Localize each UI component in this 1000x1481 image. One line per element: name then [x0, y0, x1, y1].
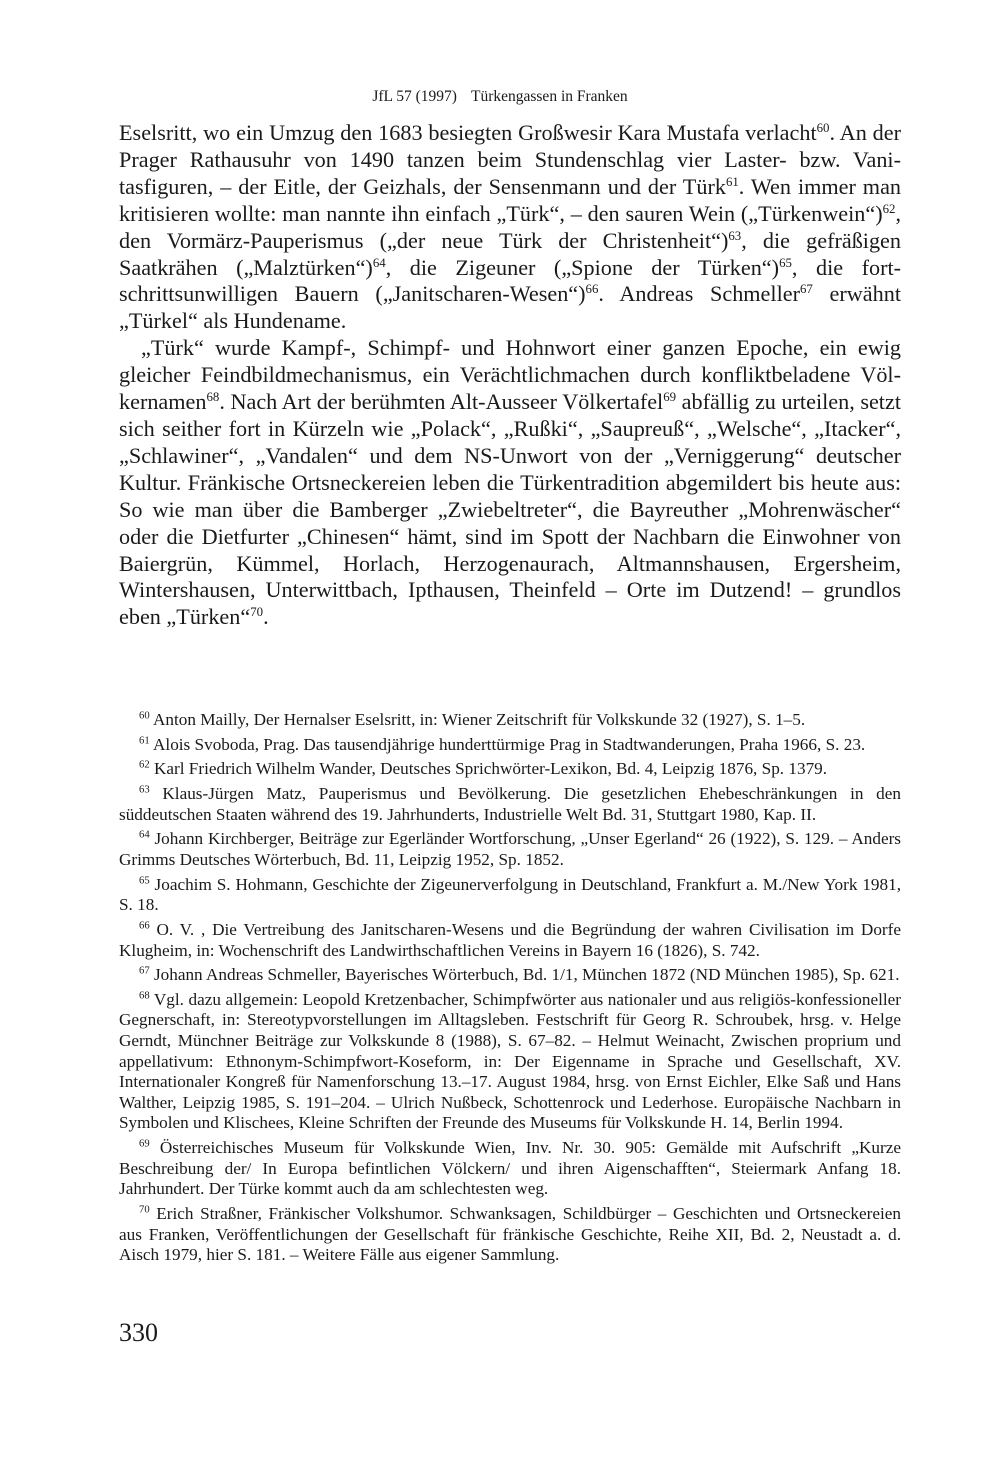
footnote-text: O. V. , Die Vertreibung des Janitscharen-Wesens und die Begründung der wahren Civilisation im Dorfe Klugheim, in: Wochenschrift des Landwirthschaftlichen Vereins in Bayern 16 (1826), S. 742.: [119, 919, 901, 960]
footnote-marker: 68: [206, 390, 220, 405]
footnote-number: 60: [139, 710, 150, 722]
footnote-marker: 70: [250, 605, 264, 620]
footnote-number: 66: [139, 920, 150, 932]
footnote-number: 69: [139, 1138, 150, 1150]
footnote-marker: 63: [728, 228, 742, 243]
footnote: [119, 965, 901, 986]
footnote-number: 61: [139, 735, 150, 747]
footnote-marker: 69: [663, 390, 677, 405]
text-run: , die Zigeuner („Spione der Türken“): [385, 254, 780, 280]
text-run: . Wen immer man kritisieren wollte: man nannte ihn einfach „Türk“, – den sauren Wein („Türkenwein“): [119, 173, 902, 226]
footnote-marker: 65: [779, 255, 792, 270]
footnote-text: Karl Friedrich Wilhelm Wander, Deutsches Sprichwörter-Lexikon, Bd. 4, Leipzig 1876, Sp. 1379.: [149, 759, 828, 779]
footnote-number: 65: [139, 875, 150, 887]
footnote-number: 62: [139, 759, 150, 771]
footnote-text: Alois Svoboda, Prag. Das tausendjährige hunderttürmige Prag in Stadtwanderungen, Praha 1966, S. 23.: [149, 734, 866, 754]
footnote-marker: 67: [799, 282, 813, 297]
footnote-marker: 66: [585, 282, 599, 297]
text-run: abfällig zu urteilen, setzt sich seither fort in Kürzeln wie „Polack“, „Rußki“, „Saupreuß“, „Welsche“, „Itacker“, „Schlawiner“, „Vandalen“ und dem NS-Unwort von der „Verniggerung“ deutscher Kultur. Fränkische Ortsneckereien leben die Türkentradition abgemildert bis heute aus: So wie man über die Bamberger „Zwiebeltreter“, die Bayreuther „Mohrenwäscher“ oder die Dietfurter „Chinesen“ hämt, sind im Spott der Nachbarn die Einwohner von Baiergrün, Kümmel, Horlach, Herzogenaurach, Altmannshausen, Ergersheim, Wintershausen, Unterwittbach, Ipthausen, Theinfeld – Orte im Dutzend! – grundlos eben „Türken“: [119, 389, 901, 630]
footnote-marker: 62: [882, 201, 896, 216]
footnote-text: Erich Straßner, Fränkischer Volkshumor. Schwanksagen, Schildbürger – Geschichten und Ortsneckereien aus Franken, Veröffentlichungen der Gesellschaft für fränkische Geschichte, Reihe XII, Bd. 2, Neustadt a. d. Aisch 1979, hier S. 181. – Weitere Fälle aus eigener Sammlung.: [119, 1204, 901, 1265]
text-run: . Nach Art der berühmten Alt-Ausseer Völkertafel: [219, 389, 664, 415]
footnote-number: 64: [139, 829, 150, 841]
page-number: 330: [119, 1318, 158, 1347]
footnote-text: Joachim S. Hohmann, Geschichte der Zigeunerverfolgung in Deutschland, Frankfurt a. M./New York 1981, S. 18.: [119, 874, 901, 915]
text-run: , die fortschrittsunwilligen Bauern („Janitscharen-Wesen“): [119, 254, 902, 307]
footnote: [119, 829, 901, 870]
footnote-text: Österreichisches Museum für Volkskunde Wien, Inv. Nr. 30. 905: Gemälde mit Aufschrift „Kurze Beschreibung der/ In Europa befintlichen Völckern/ und ihren Aigenschafften“, Steiermark Anfang 18. Jahrhundert. Der Türke kommt auch da am schlechtesten weg.: [119, 1138, 901, 1199]
text-run: erwähnt „Türkel“ als Hundename.: [119, 281, 901, 334]
journal-citation: JfL 57 (1997): [372, 88, 457, 105]
footnote-marker: 60: [816, 121, 830, 136]
footnote-number: 70: [139, 1204, 150, 1216]
body-text: [119, 120, 901, 631]
footnote: [119, 990, 901, 1134]
footnote-text: Vgl. dazu allgemein: Leopold Kretzenbacher, Schimpfwörter aus nationaler und aus religiös-konfessioneller Gegnerschaft, in: Stereotypvorstellungen im Alltagsleben. Festschrift für Georg R. Schroubek, hrsg. v. Helge Gerndt, Münchner Beiträge zur Volkskunde 8 (1988), S. 67–82. – Helmut Weinacht, Zwischen proprium und appellativum: Ethnonym-Schimpfwort-Koseform, in: Der Eigenname in Sprache und Gesellschaft, XV. Internationaler Kongreß für Namenforschung 13.–17. August 1984, hrsg. von Ernst Eichler, Elke Saß und Hans Walther, Leipzig 1985, S. 191–204. – Ulrich Nußbeck, Schottenrock und Lederhose. Europäische Nachbarn in Symbolen und Klischees, Kleine Schriften der Freunde des Museums für Volkskunde H. 14, Berlin 1994.: [119, 989, 901, 1133]
footnote-number: 67: [139, 965, 150, 977]
text-run: . An der Prager Rathausuhr von 1490 tanzen beim Stundenschlag vier Laster- bzw. Vanitasfiguren, – der Eitle, der Geizhals, der Sensenmann und der Türk: [119, 120, 901, 199]
footnote: [119, 1138, 901, 1200]
text-run: , den Vormärz-Pauperismus („der neue Türk der Christenheit“): [119, 200, 901, 253]
text-run: , die gefräßigen Saatkrähen („Malztürken“): [119, 227, 902, 280]
footnote-text: Johann Andreas Schmeller, Bayerisches Wörterbuch, Bd. 1/1, München 1872 (ND München 1985), Sp. 621.: [149, 965, 900, 985]
text-run: .: [263, 604, 269, 630]
footnote-number: 63: [139, 784, 150, 796]
footnote-text: Klaus-Jürgen Matz, Pauperismus und Bevölkerung. Die gesetzlichen Ehebeschränkungen in den süddeutschen Staaten während des 19. Jahrhunderts, Industrielle Welt Bd. 31, Stuttgart 1980, Kap. II.: [119, 784, 901, 824]
footnote-text: Anton Mailly, Der Hernalser Eselsritt, in: Wiener Zeitschrift für Volkskunde 32 (1927), S. 1–5.: [149, 710, 806, 729]
text-run: „Türk“ wurde Kampf-, Schimpf- und Hohnwort einer ganzen Epoche, ein ewig gleicher Feindbildmechanismus, ein Verächtlichmachen durch konfliktbeladene Völkernamen: [119, 335, 901, 415]
footnote-marker: 64: [372, 255, 386, 270]
footnote-marker: 61: [725, 174, 739, 189]
running-header: [0, 88, 1000, 106]
footnote: [119, 920, 901, 961]
footnote: [119, 784, 901, 825]
article-title: Türkengassen in Franken: [470, 88, 628, 105]
footnote: [119, 875, 901, 916]
footnote: [119, 1204, 901, 1266]
footnote: [119, 710, 901, 731]
footnotes: [119, 710, 901, 1270]
footnote-number: 68: [139, 990, 150, 1002]
paragraph: [119, 335, 901, 631]
text-run: . Andreas Schmeller: [598, 281, 800, 307]
text-run: Eselsritt, wo ein Umzug den 1683 besiegten Großwesir Kara Mustafa verlacht: [119, 120, 817, 145]
footnote-text: Johann Kirchberger, Beiträge zur Egerländer Wortforschung, „Unser Egerland“ 26 (1922), S. 129. – Anders Grimms Deutsches Wörterbuch, Bd. 11, Leipzig 1952, Sp. 1852.: [119, 829, 901, 869]
footnote: [119, 759, 901, 780]
paragraph: [119, 120, 901, 335]
footnote: [119, 735, 901, 756]
